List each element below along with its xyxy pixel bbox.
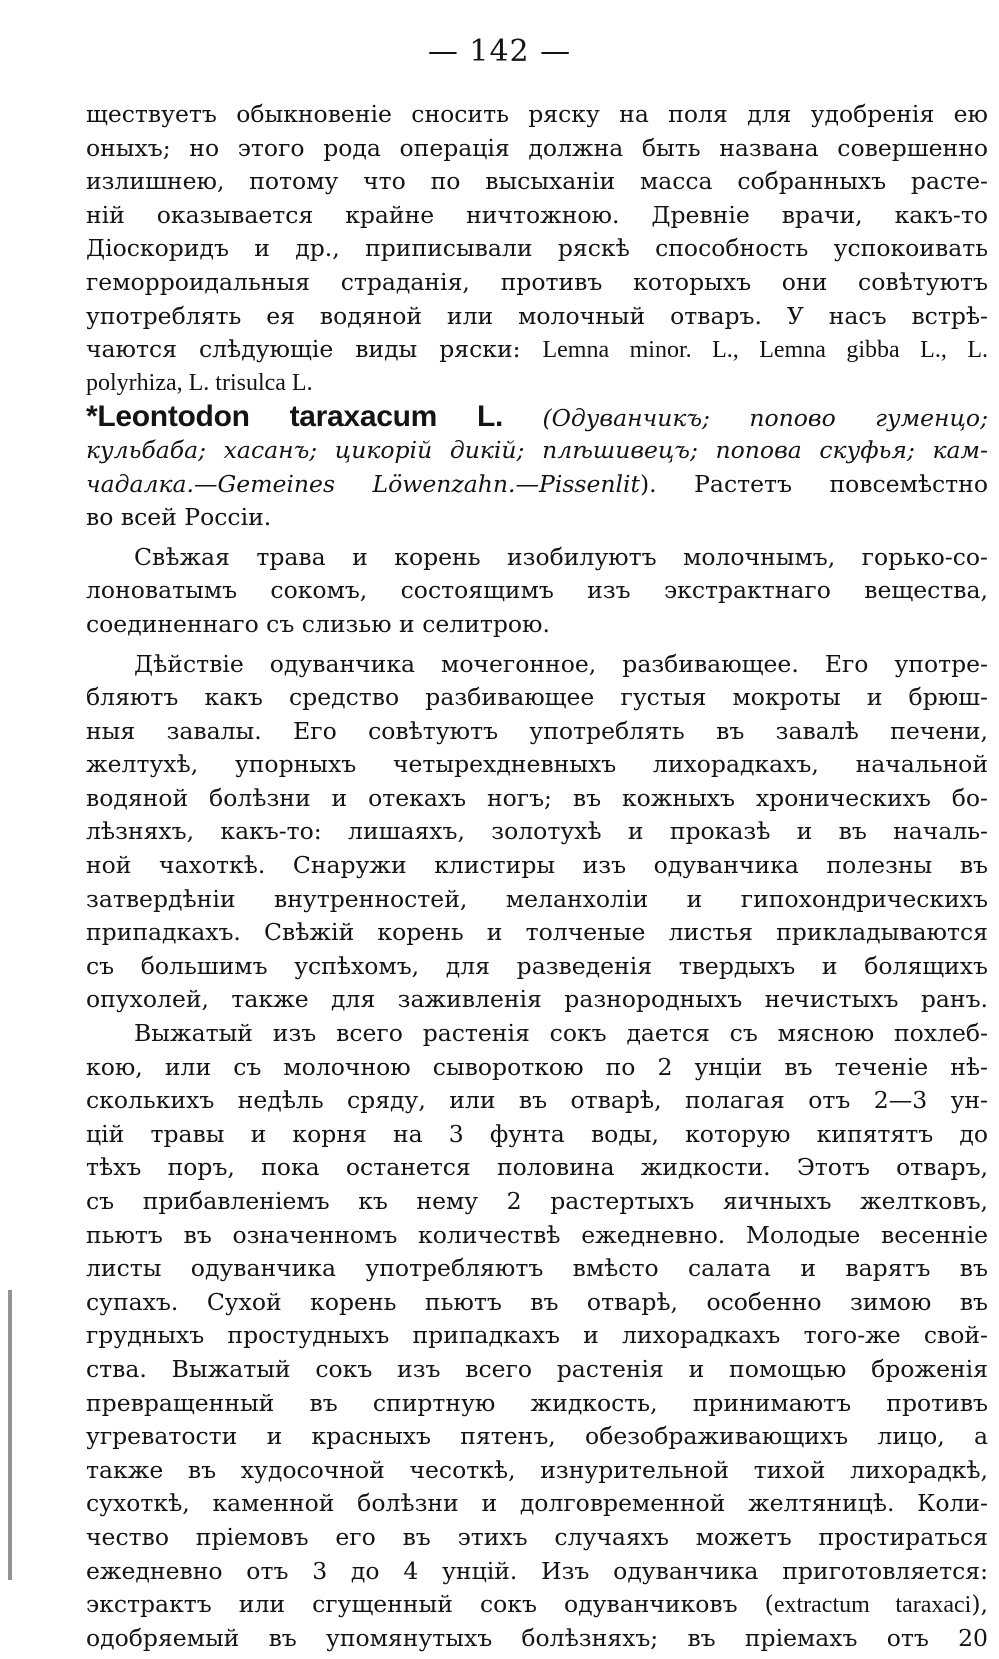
text-line: сколькихъ недѣль сряду, или въ отварѣ, полагая отъ 2—3 ун- (86, 1086, 988, 1115)
text-line: желтухѣ, упорныхъ четырехдневныхъ лихорадкахъ, начальной (86, 750, 988, 779)
text-line: ной чахоткѣ. Снаружи клистиры изъ одуванчика полезны въ (86, 851, 988, 880)
text-line: во всей Россіи. (86, 503, 272, 532)
text-line: употреблять ея водяной или молочный отваръ. У насъ встрѣ- (86, 301, 988, 330)
text-line: цій травы и корня на 3 фунта воды, которую кипятятъ до (86, 1119, 988, 1148)
page-text (86, 98, 988, 1655)
entry-synonyms: (Одуванчикъ; попово гуменцо; (503, 404, 988, 433)
text-line: водяной болѣзни и отекахъ ногъ; въ кожныхъ хроническихъ бо- (86, 783, 988, 812)
text-line: съ прибавленіемъ къ нему 2 растертыхъ яичныхъ желтковъ, (86, 1187, 988, 1215)
text-line: излишнею, потому что по высыханіи масса собранныхъ расте- (86, 167, 988, 196)
text-line: кульбаба; хасанъ; цикорій дикій; плѣшивецъ; попова скуфья; кам- (86, 435, 988, 464)
latin-species-names: Lemna minor. L., Lemna gibba L., L. (542, 337, 988, 364)
entry-heading-line (86, 400, 988, 434)
text-fragment: чадалка.—Gemeines Löwenzahn.—Pissenlit (86, 469, 640, 498)
text-line: превращенный въ спиртную жидкость, принимаютъ противъ (86, 1388, 988, 1417)
text-line: бляютъ какъ средство разбивающее густыя мокроты и брюш- (86, 683, 988, 712)
latin-term: extractum taraxaci (773, 1592, 972, 1619)
paragraph-start: Свѣжая трава и корень изобилуютъ молочнымъ, горько-со- (134, 542, 988, 571)
text-line: супахъ. Сухой корень пьютъ въ отварѣ, особенно зимою въ (86, 1287, 988, 1316)
text-line: polyrhiza, L. trisulca L. (86, 369, 313, 396)
text-line: лѣзняхъ, какъ-то: лишаяхъ, золотухѣ и проказѣ и въ началь- (86, 817, 988, 846)
page-number: — 142 — (427, 34, 572, 69)
text-line (86, 468, 988, 502)
text-line: опухолей, также для заживленія разнородныхъ нечистыхъ ранъ. (86, 985, 988, 1014)
text-line: оныхъ; но этого рода операція должна быть названа совершенно (86, 133, 988, 162)
text-line: также въ худосочной чесоткѣ, изнурительной тихой лихорадкѣ, (86, 1455, 988, 1484)
text-line: соединеннаго съ слизью и селитрою. (86, 609, 550, 638)
paragraph-start: Выжатый изъ всего растенія сокъ дается съ мясною похлеб- (134, 1019, 988, 1048)
text-line: тѣхъ поръ, пока останется половина жидкости. Этотъ отваръ, (86, 1153, 988, 1182)
text-line: затвердѣніи внутренностей, меланхоліи и гипохондрическихъ (86, 884, 988, 913)
text-line: съ большимъ успѣхомъ, для разведенія твердыхъ и болящихъ (86, 951, 988, 980)
text-fragment: экстрактъ или сгущенный сокъ одуванчиковъ ( (86, 1590, 774, 1619)
text-line (86, 333, 988, 367)
text-line: чество пріемовъ его въ этихъ случаяхъ можетъ простираться (86, 1522, 988, 1551)
text-line: ства. Выжатый сокъ изъ всего растенія и помощью броженія (86, 1354, 988, 1383)
text-line: ній оказывается крайне ничтожною. Древніе врачи, какъ-то (86, 200, 988, 229)
text-fragment: ), (971, 1590, 988, 1619)
entry-title: *Leontodon taraxacum L. (86, 400, 504, 434)
text-line: ныя завалы. Его совѣтуютъ употреблять въ завалѣ печени, (86, 716, 988, 745)
text-line: Діоскоридъ и др., приписывали ряскѣ способность успокоивать (86, 234, 988, 263)
text-line: сухоткѣ, каменной болѣзни и долговременной желтяницѣ. Коли- (86, 1489, 988, 1518)
text-fragment: ). Растетъ повсемѣстно (640, 469, 988, 498)
text-line: листы одуванчика употребляютъ вмѣсто салата и варятъ въ (86, 1254, 988, 1283)
text-line (86, 1588, 988, 1622)
text-line: геморроидальныя страданія, противъ которыхъ они совѣтуютъ (86, 267, 988, 296)
text-line: лоноватымъ сокомъ, состоящимъ изъ экстрактнаго вещества, (86, 576, 988, 605)
text-line: пьютъ въ означенномъ количествѣ ежедневно. Молодые весенніе (86, 1220, 988, 1249)
text-line: ществуетъ обыкновеніе сносить ряску на поля для удобренія ею (86, 100, 988, 128)
text-fragment: чаются слѣдующіе виды ряски: (86, 335, 543, 364)
text-line: ежедневно отъ 3 до 4 унцій. Изъ одуванчика приготовляется: (86, 1556, 988, 1585)
text-line: припадкахъ. Свѣжій корень и толченые листья прикладываются (86, 918, 988, 947)
paragraph-start: Дѣйствіе одуванчика мочегонное, разбивающее. Его употре- (134, 649, 988, 678)
text-line: угреватости и красныхъ пятенъ, обезображивающихъ лицо, а (86, 1422, 988, 1451)
text-line: одобряемый въ упомянутыхъ болѣзняхъ; въ пріемахъ отъ 20 (86, 1623, 988, 1652)
text-line: кою, или съ молочною сывороткою по 2 унціи въ теченіе нѣ- (86, 1052, 988, 1081)
text-line: грудныхъ простудныхъ припадкахъ и лихорадкахъ того-же свой- (86, 1321, 988, 1350)
scan-edge-mark (8, 1290, 12, 1580)
